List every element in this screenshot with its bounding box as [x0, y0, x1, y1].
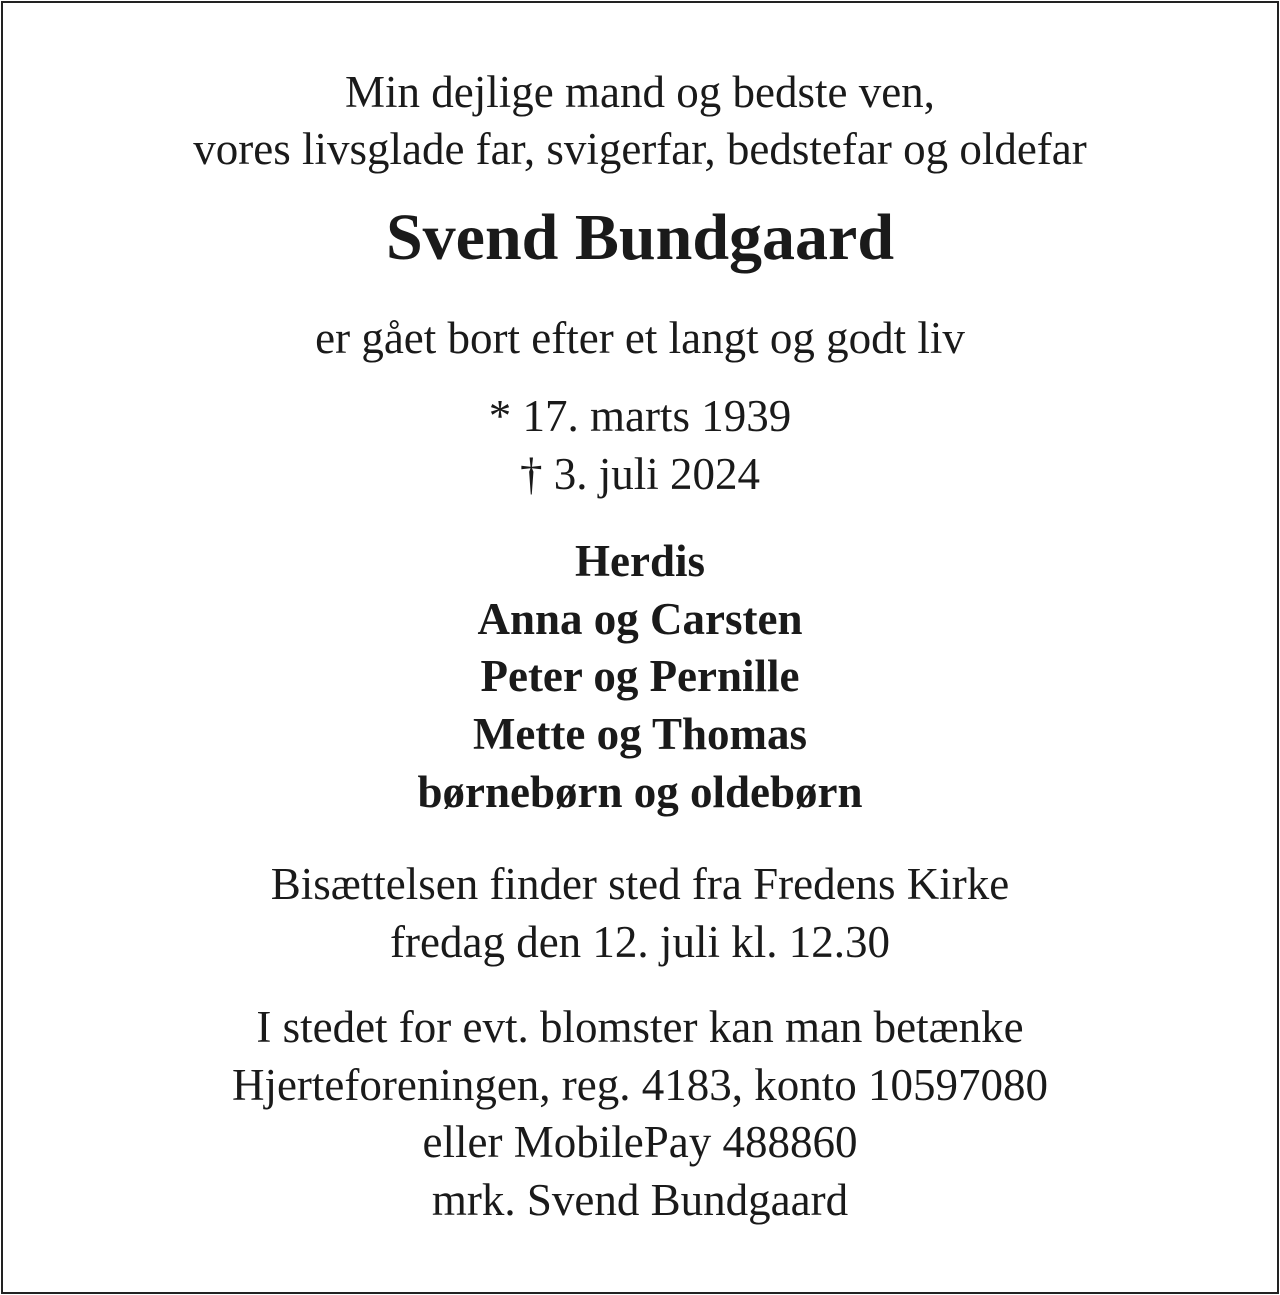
family-line-3: Peter og Pernille	[480, 651, 800, 701]
deceased-name: Svend Bundgaard	[385, 201, 895, 274]
intro-line-1: Min dejlige mand og bedste ven,	[345, 67, 935, 117]
donation-line-2: Hjerteforeningen, reg. 4183, konto 10597080	[231, 1060, 1049, 1110]
subtitle: er gået bort efter et langt og godt liv	[315, 313, 965, 363]
family-line-2: Anna og Carsten	[477, 594, 803, 644]
funeral-line-1: Bisættelsen finder sted fra Fredens Kirke	[270, 859, 1010, 909]
family-line-5: børnebørn og oldebørn	[417, 767, 863, 817]
donation-line-1: I stedet for evt. blomster kan man betænke	[256, 1002, 1024, 1052]
funeral-line-2: fredag den 12. juli kl. 12.30	[390, 917, 890, 967]
donation-line-4: mrk. Svend Bundgaard	[431, 1175, 849, 1225]
intro-line-2: vores livsglade far, svigerfar, bedstefar og oldefar	[193, 124, 1087, 174]
family-line-4: Mette og Thomas	[472, 709, 808, 759]
death-date: † 3. juli 2024	[519, 449, 760, 499]
donation-line-3: eller MobilePay 488860	[422, 1117, 858, 1167]
birth-date: * 17. marts 1939	[488, 391, 792, 441]
family-line-1: Herdis	[575, 536, 705, 586]
